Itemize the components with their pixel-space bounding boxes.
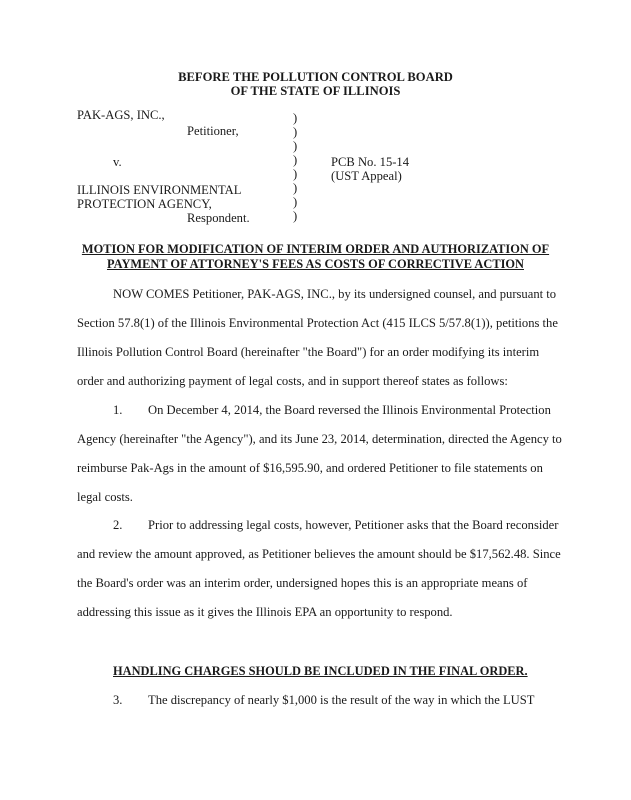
para1-line: reimburse Pak-Ags in the amount of $16,595.90, and ordered Petitioner to file statements on xyxy=(77,461,543,475)
intro-line: order and authorizing payment of legal costs, and in support thereof states as follows: xyxy=(77,374,508,388)
para-number: 3. xyxy=(113,693,123,707)
caption-paren: ) xyxy=(293,111,298,125)
caption-paren: ) xyxy=(293,139,298,153)
para2-line: the Board's order was an interim order, undersigned hopes this is an appropriate means of xyxy=(77,576,528,590)
petitioner-role: Petitioner, xyxy=(187,124,239,138)
para3-line: The discrepancy of nearly $1,000 is the result of the way in which the LUST xyxy=(148,693,535,707)
para2-line: Prior to addressing legal costs, however, Petitioner asks that the Board reconsider xyxy=(148,518,559,532)
caption-paren: ) xyxy=(293,181,298,195)
respondent-name-2: PROTECTION AGENCY, xyxy=(77,197,212,211)
motion-title-line-1: MOTION FOR MODIFICATION OF INTERIM ORDER AND AUTHORIZATION OF xyxy=(81,242,550,256)
caption-paren: ) xyxy=(293,209,298,223)
caption-paren: ) xyxy=(293,195,298,209)
caption-paren: ) xyxy=(293,167,298,181)
header-line-1: BEFORE THE POLLUTION CONTROL BOARD xyxy=(178,70,453,84)
para-number: 2. xyxy=(113,518,123,532)
para1-line: legal costs. xyxy=(77,490,133,504)
case-type: (UST Appeal) xyxy=(331,169,402,183)
respondent-role: Respondent. xyxy=(187,211,250,225)
para1-line: Agency (hereinafter "the Agency"), and its June 23, 2014, determination, directed the Agency to xyxy=(77,432,562,446)
respondent-name-1: ILLINOIS ENVIRONMENTAL xyxy=(77,183,242,197)
caption-paren: ) xyxy=(293,125,298,139)
motion-title-line-2: PAYMENT OF ATTORNEY'S FEES AS COSTS OF CORRECTIVE ACTION xyxy=(106,257,524,271)
case-number: PCB No. 15-14 xyxy=(331,155,410,169)
intro-line: Section 57.8(1) of the Illinois Environmental Protection Act (415 ILCS 5/57.8(1)), petitions the xyxy=(77,316,558,330)
para2-line: addressing this issue as it gives the Illinois EPA an opportunity to respond. xyxy=(77,605,453,619)
versus: v. xyxy=(113,155,122,169)
header-line-2: OF THE STATE OF ILLINOIS xyxy=(230,84,401,98)
para1-line: On December 4, 2014, the Board reversed the Illinois Environmental Protection xyxy=(148,403,551,417)
intro-line: Illinois Pollution Control Board (hereinafter "the Board") for an order modifying its interim xyxy=(77,345,540,359)
para-number: 1. xyxy=(113,403,123,417)
petitioner-name: PAK-AGS, INC., xyxy=(77,108,165,122)
para2-line: and review the amount approved, as Petitioner believes the amount should be $17,562.48. Since xyxy=(77,547,561,561)
intro-line: NOW COMES Petitioner, PAK-AGS, INC., by its undersigned counsel, and pursuant to xyxy=(113,287,557,301)
caption-paren: ) xyxy=(293,153,298,167)
section-heading: HANDLING CHARGES SHOULD BE INCLUDED IN THE FINAL ORDER. xyxy=(113,664,528,678)
